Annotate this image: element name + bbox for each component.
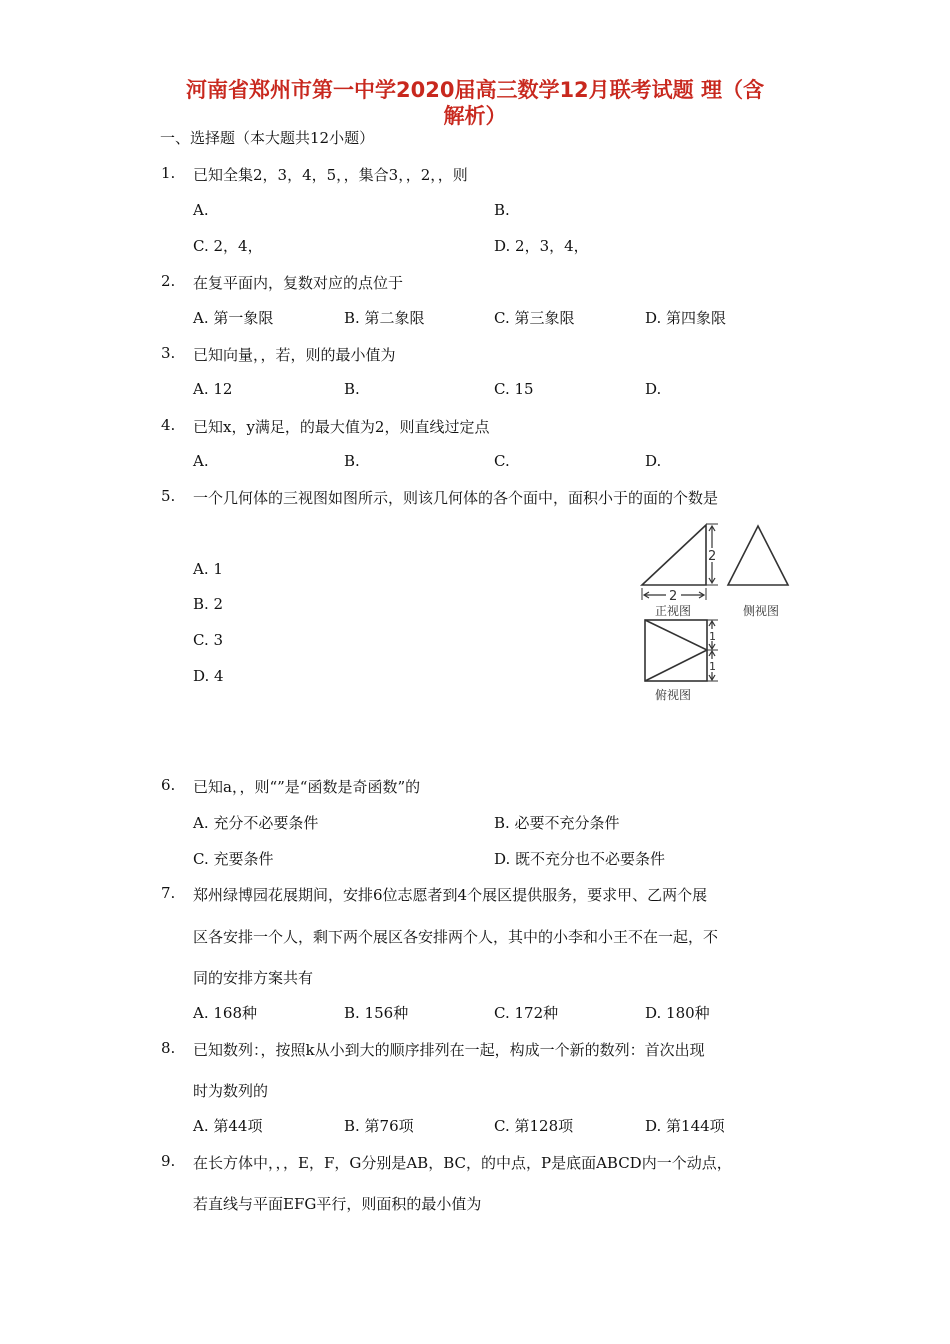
question-6-option-d: D. 既不充分也不必要条件	[494, 850, 666, 868]
front-view-width-label: 2	[669, 589, 678, 604]
question-6-option-a: A. 充分不必要条件	[193, 814, 319, 832]
question-8-option-d: D. 第144项	[645, 1117, 725, 1135]
three-view-figure	[636, 518, 796, 708]
top-view-rectangle	[645, 620, 707, 681]
question-7-option-d: D. 180种	[645, 1004, 710, 1022]
front-view-height-label: 2	[708, 549, 717, 564]
question-5-option-c: C. 3	[193, 631, 224, 649]
side-view-triangle	[728, 526, 788, 585]
question-7-option-b: B. 156种	[344, 1004, 409, 1022]
question-8-text-line2: 时为数列的	[193, 1082, 269, 1100]
top-view-dim-label-2: 1	[709, 660, 716, 673]
question-3-number: 3.	[161, 344, 176, 362]
question-8-option-a: A. 第44项	[193, 1117, 263, 1135]
side-view-label: 侧视图	[743, 604, 780, 618]
question-7-text-line3: 同的安排方案共有	[193, 969, 314, 987]
question-2-option-b: B. 第二象限	[344, 309, 425, 327]
question-8-text-line1: 已知数列：，按照k从小到大的顺序排列在一起，构成一个新的数列：首次出现	[193, 1041, 705, 1059]
question-3-option-c: C. 15	[494, 380, 534, 398]
question-7-option-c: C. 172种	[494, 1004, 559, 1022]
question-3-option-b: B.	[344, 380, 360, 398]
question-5-option-d: D. 4	[193, 667, 224, 685]
section-heading: 一、选择题（本大题共12小题）	[160, 129, 375, 147]
front-view-label: 正视图	[655, 604, 692, 618]
top-view-dim-label-1: 1	[709, 630, 716, 643]
question-1-option-d: D. 2，3，4，	[494, 237, 589, 255]
question-3-option-d: D.	[645, 380, 662, 398]
question-2-text: 在复平面内，复数对应的点位于	[193, 274, 404, 292]
question-1-number: 1.	[161, 164, 176, 182]
document-title-line2: 解析）	[443, 104, 507, 128]
front-view-triangle	[642, 525, 706, 585]
question-4-option-d: D.	[645, 452, 662, 470]
question-7-text-line2: 区各安排一个人，剩下两个展区各安排两个人，其中的小李和小王不在一起，不	[193, 928, 719, 946]
question-3-text: 已知向量，，若，则的最小值为	[193, 346, 396, 364]
question-5-option-a: A. 1	[193, 560, 223, 578]
document-title-line1: 河南省郑州市第一中学2020届高三数学12月联考试题 理（含	[186, 78, 764, 102]
question-6-option-c: C. 充要条件	[193, 850, 274, 868]
question-3-option-a: A. 12	[193, 380, 233, 398]
question-5-number: 5.	[161, 487, 176, 505]
question-9-text-line1: 在长方体中，，，E，F，G分别是AB，BC，的中点，P是底面ABCD内一个动点，	[193, 1154, 732, 1172]
question-7-number: 7.	[161, 884, 176, 902]
question-1-option-c: C. 2，4，	[193, 237, 263, 255]
question-8-number: 8.	[161, 1039, 176, 1057]
question-4-number: 4.	[161, 416, 176, 434]
question-5-text: 一个几何体的三视图如图所示，则该几何体的各个面中，面积小于的面的个数是	[193, 489, 719, 507]
question-2-option-d: D. 第四象限	[645, 309, 727, 327]
question-9-text-line2: 若直线与平面EFG平行，则面积的最小值为	[193, 1195, 482, 1213]
question-1-option-b: B.	[494, 201, 510, 219]
question-6-option-b: B. 必要不充分条件	[494, 814, 620, 832]
question-7-text-line1: 郑州绿博园花展期间，安排6位志愿者到4个展区提供服务，要求甲、乙两个展	[193, 886, 708, 904]
question-7-option-a: A. 168种	[193, 1004, 257, 1022]
question-2-number: 2.	[161, 272, 176, 290]
question-9-number: 9.	[161, 1152, 176, 1170]
question-2-option-c: C. 第三象限	[494, 309, 575, 327]
question-2-option-a: A. 第一象限	[193, 309, 274, 327]
question-1-text: 已知全集2，3，4，5，，集合3，，2，，则	[193, 166, 468, 184]
question-4-option-c: C.	[494, 452, 510, 470]
question-4-option-b: B.	[344, 452, 360, 470]
top-view-label: 俯视图	[655, 688, 692, 702]
question-6-number: 6.	[161, 776, 176, 794]
question-8-option-b: B. 第76项	[344, 1117, 414, 1135]
question-1-option-a: A.	[193, 201, 209, 219]
question-8-option-c: C. 第128项	[494, 1117, 574, 1135]
question-4-text: 已知x，y满足，的最大值为2，则直线过定点	[193, 418, 490, 436]
question-5-option-b: B. 2	[193, 595, 224, 613]
question-4-option-a: A.	[193, 452, 209, 470]
question-6-text: 已知a，，则“”是“函数是奇函数”的	[193, 778, 421, 796]
